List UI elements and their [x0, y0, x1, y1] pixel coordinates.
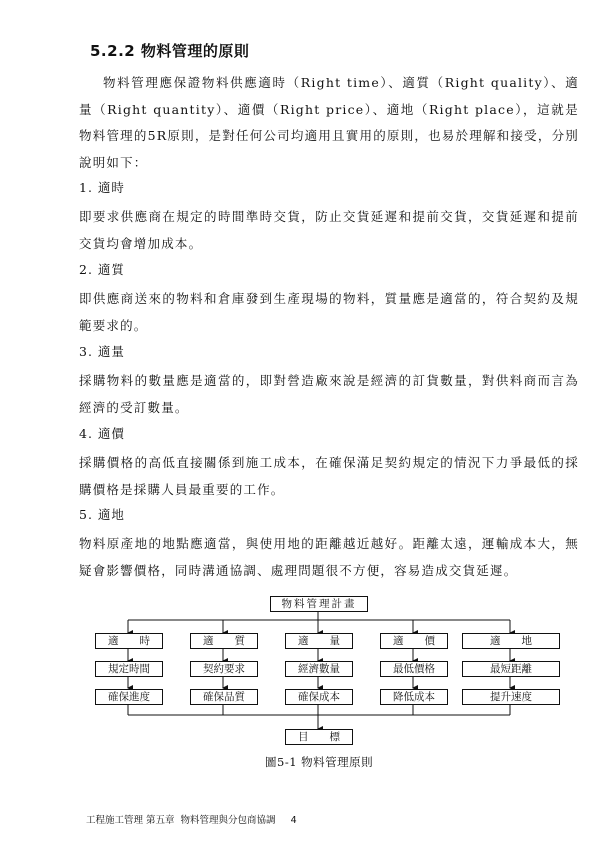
section-3-body: 採購物料的數量應是適當的，即對營造廠來說是經濟的訂貨數量，對供料商而言為經濟的受訂數量。	[79, 373, 579, 415]
section-1-title: 1. 適時	[79, 180, 125, 195]
section-4-title: 4. 適價	[79, 426, 125, 441]
section-4-body: 採購價格的高低直接關係到施工成本，在確保滿足契約規定的情況下力爭最低的採購價格是採購人員最重要的工作。	[79, 455, 579, 497]
principle-box-place: 適 地	[462, 633, 560, 649]
intro-paragraph: 物料管理應保證物料供應適時（Right time）、適質（Right quality）、適量（Right quantity）、適價（Right price）、適地（Right place），這就是物料管理的5R原則，是對任何公司均適用且實用的原則，也易於理解和接受，分別說明如下：	[79, 75, 579, 170]
principle-box-time: 適 時	[95, 633, 163, 649]
requirement-box-time: 規定時間	[95, 661, 163, 677]
page-footer: 工程施工管理 第五章 物料管理與分包商協調 4	[86, 815, 297, 826]
section-5-title: 5. 適地	[79, 507, 125, 522]
principle-box-quality: 適 質	[190, 633, 258, 649]
principle-box-quantity: 適 量	[285, 633, 353, 649]
outcome-box-quality: 確保品質	[190, 689, 258, 705]
section-heading: 5.2.2 物料管理的原則	[90, 42, 250, 60]
outcome-box-time: 確保進度	[95, 689, 163, 705]
outcome-box-price: 降低成本	[380, 689, 448, 705]
figure-caption: 圖5-1 物料管理原則	[265, 755, 374, 769]
section-1-body: 即要求供應商在規定的時間準時交貨，防止交貨延遲和提前交貨，交貨延遲和提前交貨均會增加成本。	[79, 209, 579, 251]
section-2-body: 即供應商送來的物料和倉庫發到生產現場的物料，質量應是適當的，符合契約及規範要求的。	[79, 291, 579, 333]
requirement-box-price: 最低價格	[380, 661, 448, 677]
goal-box: 目 標	[285, 729, 353, 745]
section-3-title: 3. 適量	[79, 344, 125, 359]
requirement-box-quantity: 經濟數量	[285, 661, 353, 677]
principle-box-price: 適 價	[380, 633, 448, 649]
requirement-box-place: 最短距離	[462, 661, 560, 677]
outcome-box-quantity: 確保成本	[285, 689, 353, 705]
section-2-title: 2. 適質	[79, 262, 125, 277]
outcome-box-place: 提升速度	[462, 689, 560, 705]
requirement-box-quality: 契約要求	[190, 661, 258, 677]
section-5-body: 物料原產地的地點應適當，與使用地的距離越近越好。距離太遠，運輸成本大，無疑會影響價格，同時溝通協調、處理問題很不方便，容易造成交貨延遲。	[79, 536, 579, 578]
plan-box: 物料管理計畫	[270, 596, 368, 612]
